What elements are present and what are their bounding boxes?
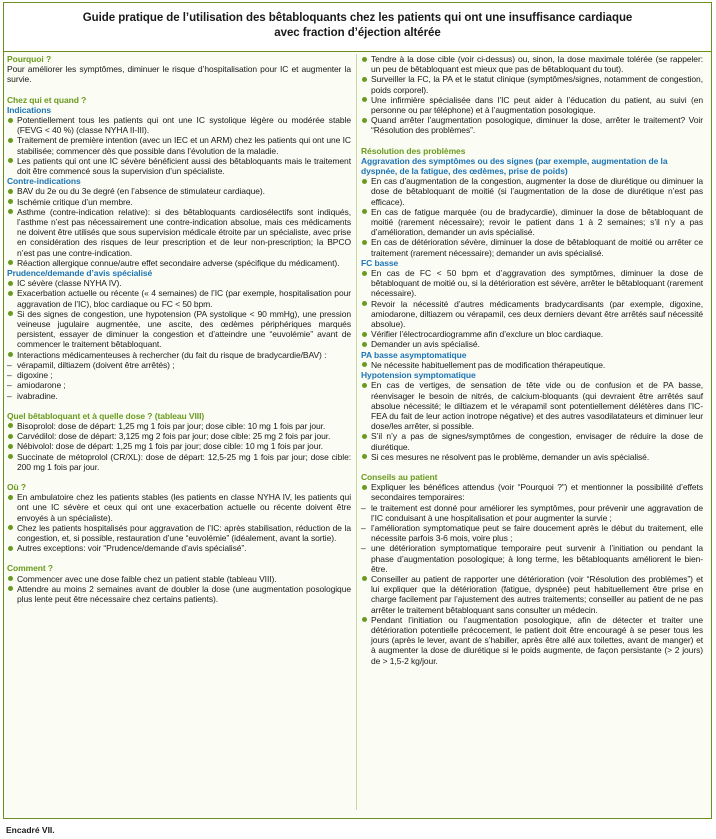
bullet-item: Une infirmière spécialisée dans l’IC peut aider à l’éducation du patient, au suivi (en personne ou par téléphone) et à l’augmentation posologique.: [361, 95, 703, 115]
bullet-item: En cas de détérioration sévère, diminuer la dose de bêtabloquant de moitié ou arrêter ce traitement (rarement nécessaire); demander un avis spécialisé.: [361, 237, 703, 257]
left-column: [7, 54, 351, 604]
spacer: [7, 85, 351, 95]
bullet-item: IC sévère (classe NYHA IV).: [7, 278, 351, 288]
dash-item: – une détérioration symptomatique temporaire peut survenir à l’initiation ou pendant la phase d’augmentation posologique; à long terme, les bêtabloquants améliorent le bien-être.: [361, 543, 703, 574]
bullet-item: En cas d’augmentation de la congestion, augmenter la dose de diurétique ou diminuer la dose de bêtabloquant de moitié (si l’augmentation de la dose de diurétique n’est pas efficace).: [361, 176, 703, 207]
bullet-item: Ischémie critique d’un membre.: [7, 197, 351, 207]
box-title-line-1: Guide pratique de l’utilisation des bêtabloquants chez les patients qui ont une insuffisance cardiaque: [82, 12, 633, 24]
section-heading: Où ?: [7, 481, 27, 492]
bullet-item: Succinate de métoprolol (CR/XL): dose de départ: 12,5-25 mg 1 fois par jour; dose cible: 200 mg 1 fois par jour.: [7, 452, 351, 472]
bullet-item: Les patients qui ont une IC sévère bénéficient aussi des bêtabloquants mais le traitement doit être commencé sous la supervision d’un spécialiste.: [7, 156, 351, 176]
bullet-item: BAV du 2e ou du 3e degré (en l’absence de stimulateur cardiaque).: [7, 186, 351, 196]
box-title-line-2: avec fraction d’éjection altérée: [274, 27, 441, 39]
subsection-heading: PA basse asymptomatique: [361, 349, 467, 360]
subsection-heading: Indications: [7, 104, 51, 115]
box-header: [4, 3, 711, 52]
dash-item: – l’amélioration symptomatique peut se faire doucement après le début du traitement, elle nécessite parfois 3-6 mois, voire plus ;: [361, 523, 703, 543]
spacer: [7, 472, 351, 482]
spacer: [7, 401, 351, 411]
section-heading: Comment ?: [7, 563, 54, 574]
bullet-item: Commencer avec une dose faible chez un patient stable (tableau VIII).: [7, 574, 351, 584]
bullet-item: Expliquer les bénéfices attendus (voir “Pourquoi ?”) et mentionner la possibilité d’effets secondaires temporaires:: [361, 482, 703, 502]
box-caption: Encadré VII.: [6, 825, 55, 835]
paragraph: Pour améliorer les symptômes, diminuer le risque d’hospitalisation pour IC et augmenter la survie.: [7, 64, 351, 85]
subsection-heading: Aggravation des symptômes ou des signes (par exemple, augmentation de la dyspnée, de la fatigue, des œdèmes, prise de poids): [361, 155, 668, 177]
bullet-item: Nébivolol: dose de départ: 1,25 mg 1 fois par jour; dose cible: 10 mg 1 fois par jour.: [7, 441, 351, 451]
bullet-item: Bisoprolol: dose de départ: 1,25 mg 1 fois par jour; dose cible: 10 mg 1 fois par jour.: [7, 421, 351, 431]
bullet-item: En cas de FC < 50 bpm et d’aggravation des symptômes, diminuer la dose de bêtabloquant de moitié ou, si la détérioration est sévère, arrêter le bêtabloquant (rarement nécessaire).: [361, 268, 703, 299]
dash-item: – ivabradine.: [7, 391, 351, 401]
bullet-item: Conseiller au patient de rapporter une détérioration (voir “Résolution des problèmes”) et lui expliquer que la détérioration (fatigue, dyspnée) peut habituellement être prise en charge facilement par l’ajustement des autres traitements; conseiller au patient de ne pas arrêter le traitement bêtabloquant sans consulter un médecin.: [361, 574, 703, 615]
section-heading: Résolution des problèmes: [361, 145, 466, 156]
bullet-item: En ambulatoire chez les patients stables (les patients en classe NYHA IV, les patients qui ont une IC sévère et ceux qui ont une exacerbation actuelle ou récente doivent être envoyés à un spécialiste).: [7, 492, 351, 523]
bullet-item: Carvédilol: dose de départ: 3,125 mg 2 fois par jour; dose cible: 25 mg 2 fois par jour.: [7, 431, 351, 441]
bullet-item: Ne nécessite habituellement pas de modification thérapeutique.: [361, 360, 703, 370]
dash-item: – amiodarone ;: [7, 380, 351, 390]
bullet-item: Pendant l’initiation ou l’augmentation posologique, afin de détecter et traiter une détérioration potentielle précocement, le patient doit être encouragé à se peser tous les jours (après le lever, avant de s’habiller, après être allé aux toilettes, avant de manger) et à augmenter la dose de diurétique si le poids augmente, de façon persistante (> 2 jours) de > 1,5-2 kg/jour.: [361, 615, 703, 666]
section-heading: Pourquoi ?: [7, 54, 52, 64]
spacer: [7, 553, 351, 563]
bullet-item: Quand arrêter l’augmentation posologique, diminuer la dose, arrêter le traitement? Voir “Résolution des problèmes”.: [361, 115, 703, 135]
bullet-item: Potentiellement tous les patients qui ont une IC systolique légère ou modérée stable (FEVG < 40 %) (classe NYHA II-III).: [7, 115, 351, 135]
bullet-item: Tendre à la dose cible (voir ci-dessus) ou, sinon, la dose maximale tolérée (se rappeler: un peu de bêtabloquant est mieux que pas de bêtabloquant du tout).: [361, 54, 703, 74]
bullet-item: Revoir la nécessité d’autres médicaments bradycardisants (par exemple, digoxine, amiodarone, diltiazem ou vérapamil, ces deux derniers devant être arrêtés sauf nécessité absolue).: [361, 299, 703, 330]
bullet-item: Attendre au moins 2 semaines avant de doubler la dose (une augmentation posologique plus lente peut être nécessaire chez certains patients).: [7, 584, 351, 604]
bullet-item: Chez les patients hospitalisés pour aggravation de l’IC: après stabilisation, réduction de la congestion, et, si possible, restauration d’une “euvolémie” (idéalement, avant la sortie).: [7, 523, 351, 543]
column-divider: [356, 54, 357, 810]
bullet-item: Autres exceptions: voir “Prudence/demande d’avis spécialisé”.: [7, 543, 351, 553]
dash-item: – digoxine ;: [7, 370, 351, 380]
bullet-item: Interactions médicamenteuses à rechercher (du fait du risque de bradycardie/BAV) :: [7, 350, 351, 360]
bullet-item: En cas de fatigue marquée (ou de bradycardie), diminuer la dose de bêtabloquant de moitié (rarement nécessaire); revoir le patient dans 1 à 2 semaines; s’il n’y a pas d’amélioration, demander un avis spécialisé.: [361, 207, 703, 238]
section-heading: Quel bêtabloquant et à quelle dose ? (tableau VIII): [7, 410, 205, 421]
spacer: [361, 462, 703, 472]
right-column: [361, 54, 703, 666]
bullet-item: S’il n’y a pas de signes/symptômes de congestion, envisager de réduire la dose de diurétique.: [361, 431, 703, 451]
subsection-heading: Prudence/demande d’avis spécialisé: [7, 268, 153, 279]
spacer: [361, 136, 703, 146]
section-heading: Chez qui et quand ?: [7, 94, 87, 105]
dash-item: – le traitement est donné pour améliorer les symptômes, pour prévenir une aggravation de l’IC conduisant à une hospitalisation et pour augmenter la survie ;: [361, 503, 703, 523]
bullet-item: Réaction allergique connue/autre effet secondaire adverse (spécifique du médicament).: [7, 258, 351, 268]
bullet-item: En cas de vertiges, de sensation de tête vide ou de confusion et de PA basse, réenvisager le besoin de nitrés, de calcium-bloquants (qui devraient être arrêtés sauf absolue nécessité; le diltiazem et le vérapamil sont potentiellement délétères dans l’IC-FEA du fait de leur action inotrope négative) et des autres vasodilatateurs et diminuer leur dose/les arrêter, si possible.: [361, 380, 703, 431]
bullet-item: Vérifier l’électrocardiogramme afin d’exclure un bloc cardiaque.: [361, 329, 703, 339]
bullet-item: Exacerbation actuelle ou récente (« 4 semaines) de l’IC (par exemple, hospitalisation pour aggravation de l’IC), bloc cardiaque ou FC < 50 bpm.: [7, 288, 351, 308]
bullet-item: Si des signes de congestion, une hypotension (PA systolique < 90 mmHg), une pression veineuse jugulaire augmentée, une ascite, des œdèmes périphériques marqués persistent, essayer de diminuer la congestion et d’atteindre une “euvolémie” avant de commencer le traitement bêtabloquant.: [7, 309, 351, 350]
section-heading: Conseils au patient: [361, 471, 438, 482]
bullet-item: Demander un avis spécialisé.: [361, 339, 703, 349]
dash-item: – vérapamil, diltiazem (doivent être arrêtés) ;: [7, 360, 351, 370]
subsection-heading: Contre-indications: [7, 176, 81, 187]
bullet-item: Traitement de première intention (avec un IEC et un ARM) chez les patients qui ont une IC stabilisée; commencer dès que possible dans l’évolution de la maladie.: [7, 135, 351, 155]
subsection-heading: FC basse: [361, 257, 399, 268]
bullet-item: Surveiller la FC, la PA et le statut clinique (symptômes/signes, notamment de congestion, poids corporel).: [361, 74, 703, 94]
bullet-item: Si ces mesures ne résolvent pas le problème, demander un avis spécialisé.: [361, 452, 703, 462]
bullet-item: Asthme (contre-indication relative): si des bêtabloquants cardiosélectifs sont indiqués, l’asthme n’est pas nécessairement une contre-indication absolue, mais ces médicaments ne doivent être utilisés que sous supervision médicale étroite par un spécialiste, avec prise en considération des risques de leur prescription et de leur non-prescription; la BPCO n’est pas une contre-indication.: [7, 207, 351, 258]
subsection-heading: Hypotension symptomatique: [361, 370, 476, 381]
